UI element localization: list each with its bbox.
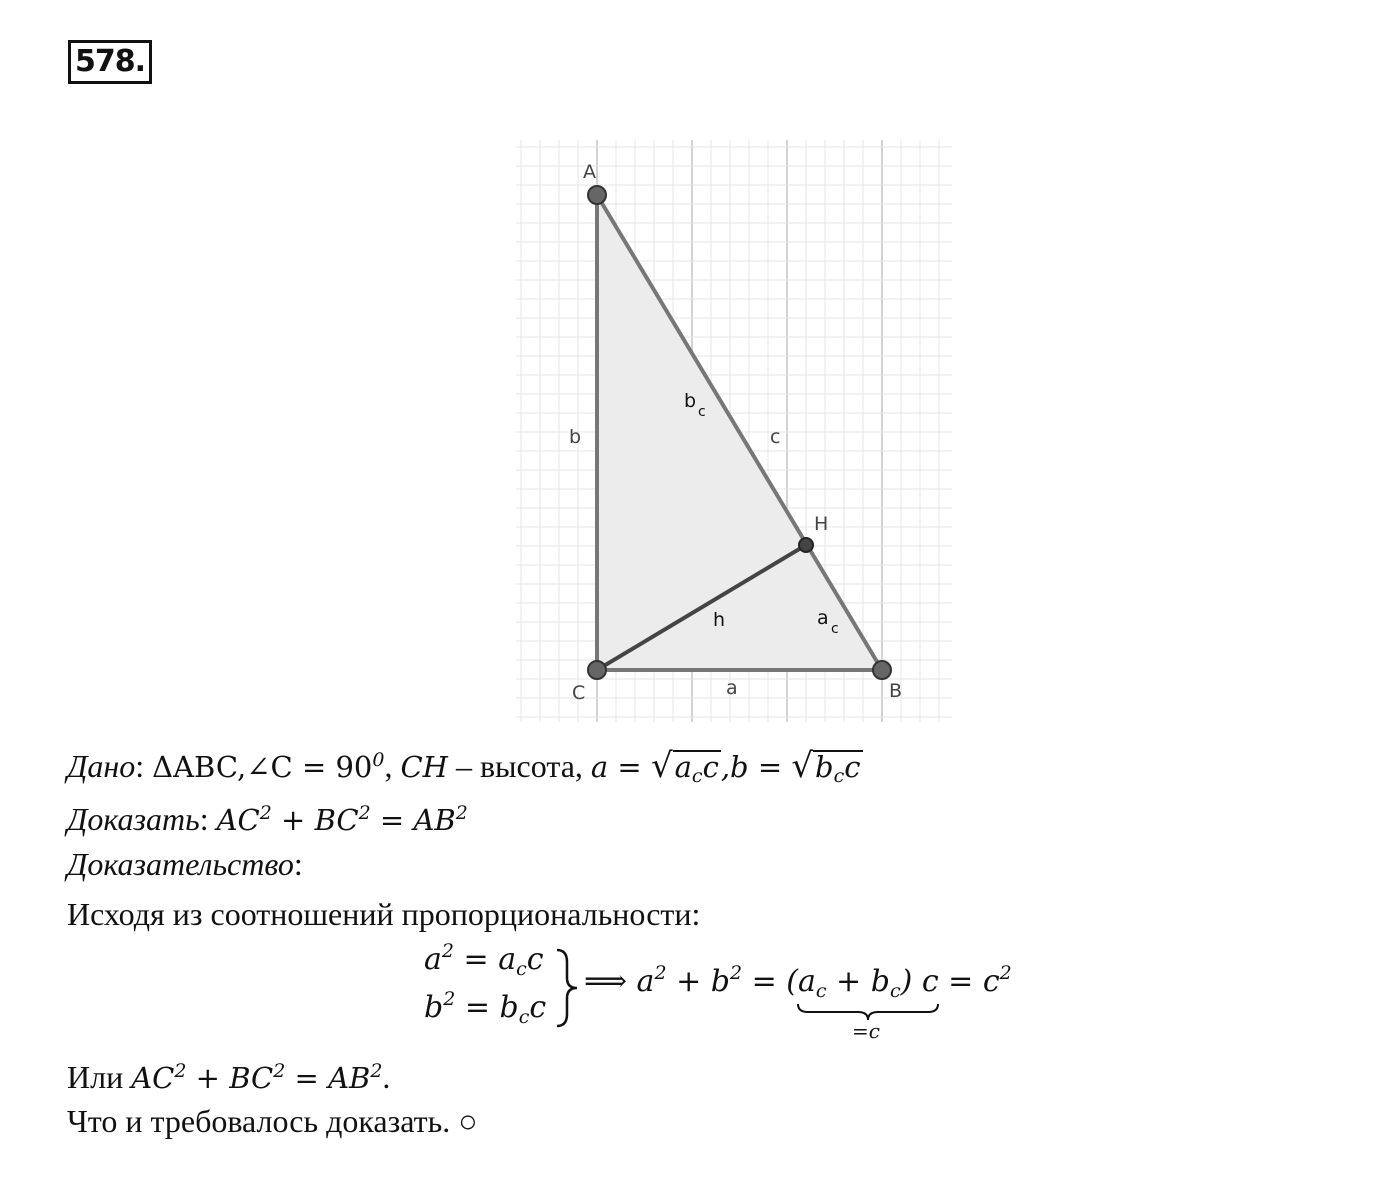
label-side-c: c bbox=[770, 426, 781, 448]
point-b bbox=[873, 661, 891, 679]
prove-label: Доказать bbox=[67, 801, 200, 837]
qed-line: Что и требовалось доказать. ○ bbox=[67, 1103, 478, 1139]
right-curly-brace bbox=[553, 948, 581, 1028]
label-altitude-h: h bbox=[713, 609, 726, 631]
label-side-b: b bbox=[569, 426, 582, 448]
label-ac-base: a bbox=[817, 607, 829, 629]
given-a-formula: $a = √a_cc,b = √b_cc$ bbox=[591, 750, 863, 784]
label-bc-sub: c bbox=[698, 404, 706, 420]
label-side-a: a bbox=[726, 677, 738, 699]
prove-line: Доказать: $AC^2 + BC^2 = AB^2$ bbox=[67, 801, 468, 837]
proof-label: Доказательство bbox=[67, 846, 294, 882]
problem-number: 578. bbox=[68, 40, 152, 84]
proof-line: Доказательство: bbox=[67, 846, 303, 882]
label-point-a: A bbox=[583, 161, 596, 183]
given-altitude-text: – высота, bbox=[447, 748, 591, 784]
label-ac-sub: c bbox=[831, 621, 839, 637]
underbrace-note: =c bbox=[852, 1019, 880, 1043]
point-h bbox=[799, 538, 813, 552]
label-point-c: C bbox=[572, 682, 586, 704]
point-c bbox=[588, 661, 606, 679]
point-a bbox=[588, 186, 606, 204]
conclusion-line: Или $AC^2 + BC^2 = AB^2$. bbox=[67, 1059, 391, 1095]
given-triangle: ΔABC,∠C = $90^0$ bbox=[152, 749, 385, 784]
conclusion-formula: $AC^2 + BC^2 = AB^2$ bbox=[131, 1060, 383, 1095]
given-line: Дано: ΔABC,∠C = $90^0$, CH – высота, $a = √a_cc,b = √b_cc$ bbox=[67, 740, 863, 791]
given-label: Дано bbox=[67, 748, 136, 784]
proof-intro: Исходя из соотношений пропорциональности: bbox=[67, 896, 701, 932]
equation-row-1: $a^2 = a_cc$ bbox=[424, 940, 544, 980]
equation-main: ⟹ $a^2 + b^2 = (a_c + b_c) c = c^2$ bbox=[584, 962, 1012, 1002]
label-bc-base: b bbox=[684, 390, 697, 412]
label-point-h: H bbox=[814, 513, 829, 535]
equation-row-2: $b^2 = b_cc$ bbox=[424, 988, 547, 1028]
prove-formula: $AC^2 + BC^2 = AB^2$ bbox=[216, 802, 468, 837]
label-point-b: B bbox=[889, 680, 903, 702]
given-ch: CH bbox=[400, 750, 448, 784]
